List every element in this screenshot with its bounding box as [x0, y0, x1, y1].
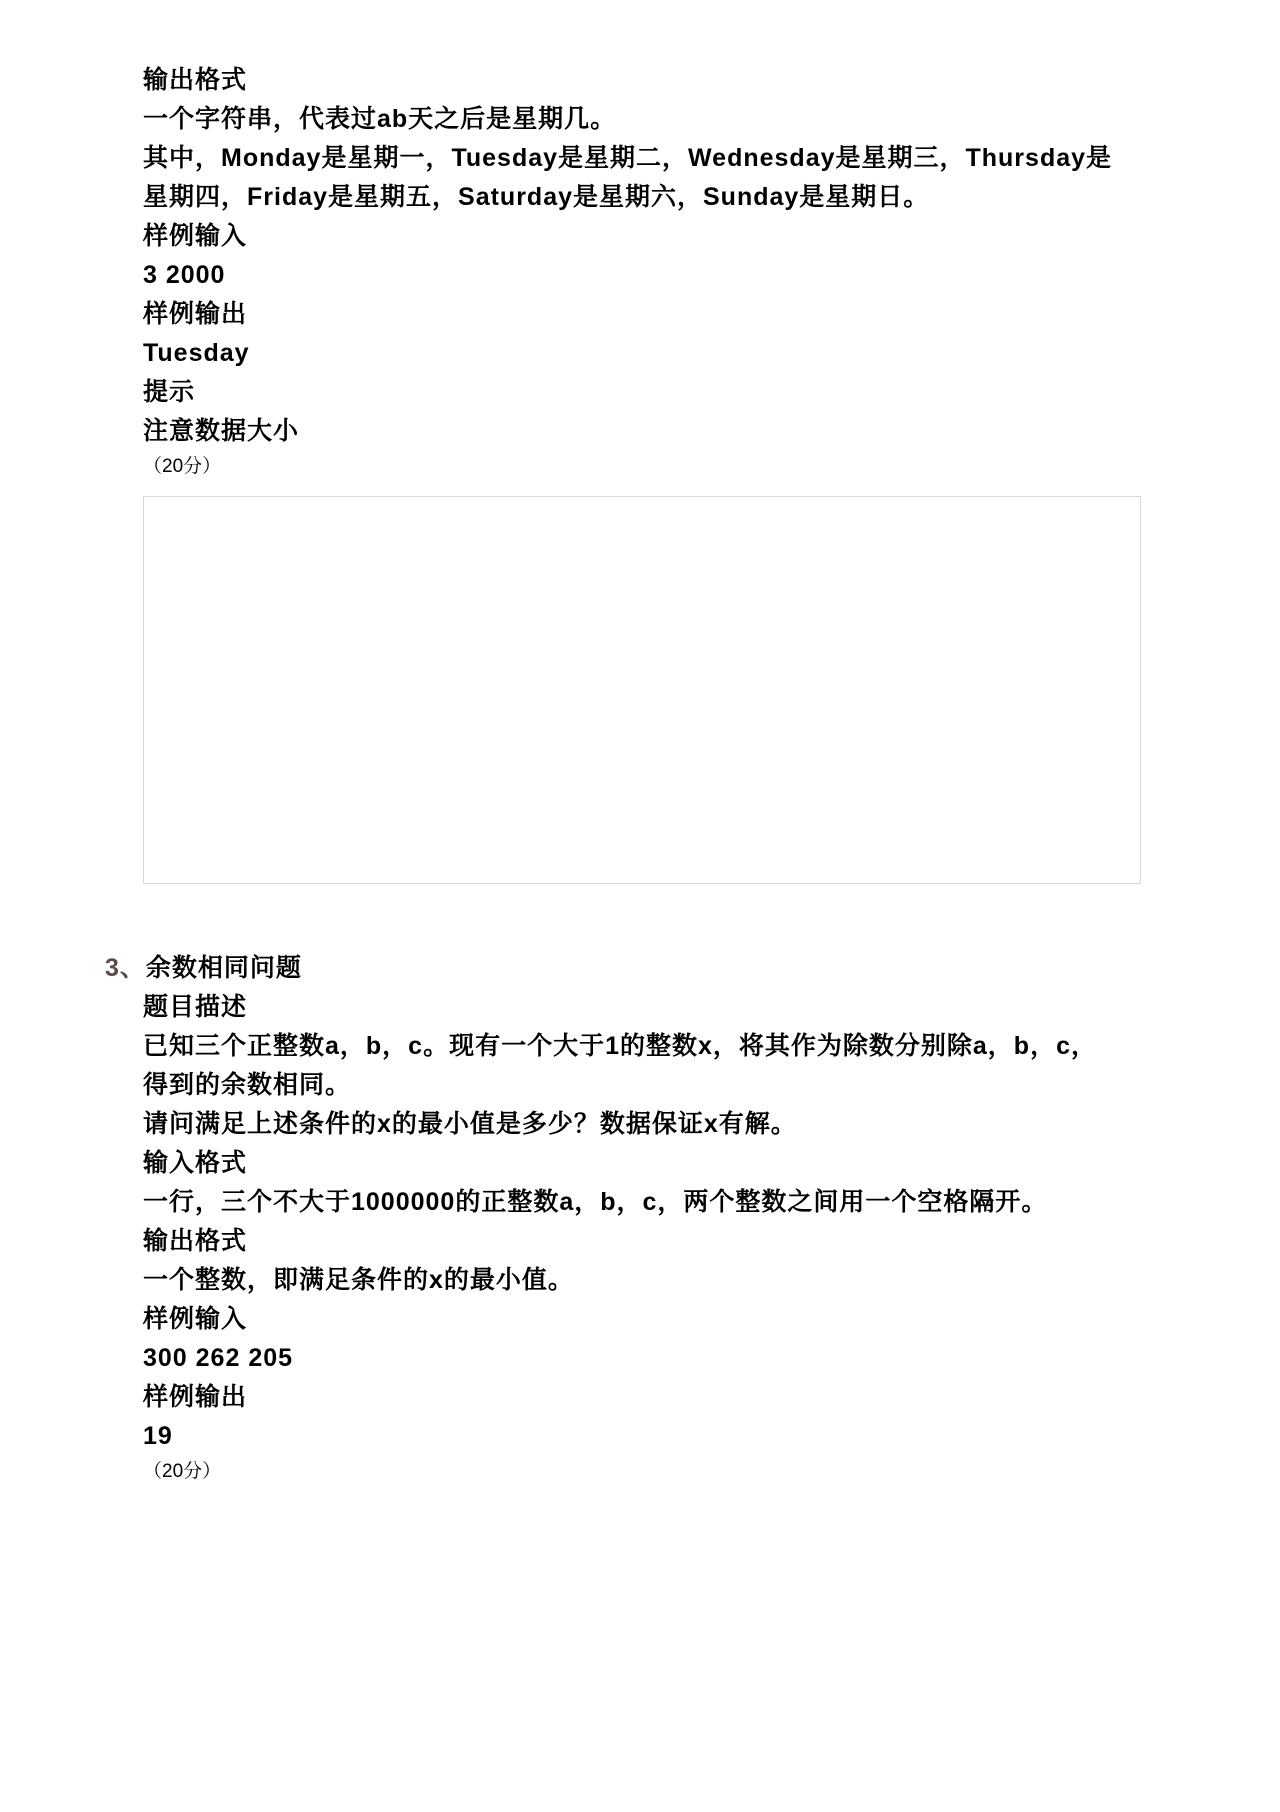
q2-hint: 注意数据大小: [143, 417, 300, 445]
q3-desc-3: 请问满足上述条件的x的最小值是多少？数据保证x有解。: [143, 1110, 797, 1138]
q2-answer-box[interactable]: [143, 496, 1141, 884]
q3-input-format: 一行，三个不大于1000000的正整数a，b，c，两个整数之间用一个空格隔开。: [143, 1188, 1048, 1216]
q3-score: （20分）: [143, 1461, 222, 1482]
q3-input-format-label: 输入格式: [143, 1149, 248, 1177]
q2-output-format-label: 输出格式: [143, 66, 248, 94]
q3-number: 3、: [105, 954, 146, 982]
q2-sample-output: Tuesday: [143, 339, 250, 367]
q2-output-format-note-1: 其中，Monday是星期一，Tuesday是星期二，Wednesday是星期三，Thursday是: [143, 144, 1113, 172]
q3-title: 余数相同问题: [145, 954, 302, 982]
q2-sample-input: 3 2000: [143, 261, 226, 289]
q2-sample-input-label: 样例输入: [143, 222, 248, 250]
q3-sample-output: 19: [143, 1422, 173, 1450]
q2-sample-output-label: 样例输出: [143, 300, 248, 328]
q2-output-format-note-2: 星期四，Friday是星期五，Saturday是星期六，Sunday是星期日。: [143, 183, 930, 211]
q3-output-format: 一个整数，即满足条件的x的最小值。: [143, 1266, 574, 1294]
q3-sample-output-label: 样例输出: [143, 1383, 248, 1411]
q2-output-format-desc: 一个字符串，代表过ab天之后是星期几。: [143, 105, 617, 133]
q2-hint-label: 提示: [143, 378, 196, 406]
q3-heading: [105, 950, 302, 986]
q3-desc-1: 已知三个正整数a，b，c。现有一个大于1的整数x，将其作为除数分别除a，b，c，: [143, 1032, 1097, 1060]
q3-sample-input: 300 262 205: [143, 1344, 294, 1372]
q2-score: （20分）: [143, 456, 222, 477]
q3-output-format-label: 输出格式: [143, 1227, 248, 1255]
q3-desc-label: 题目描述: [143, 993, 248, 1021]
q3-sample-input-label: 样例输入: [143, 1305, 248, 1333]
q3-desc-2: 得到的余数相同。: [143, 1071, 352, 1099]
